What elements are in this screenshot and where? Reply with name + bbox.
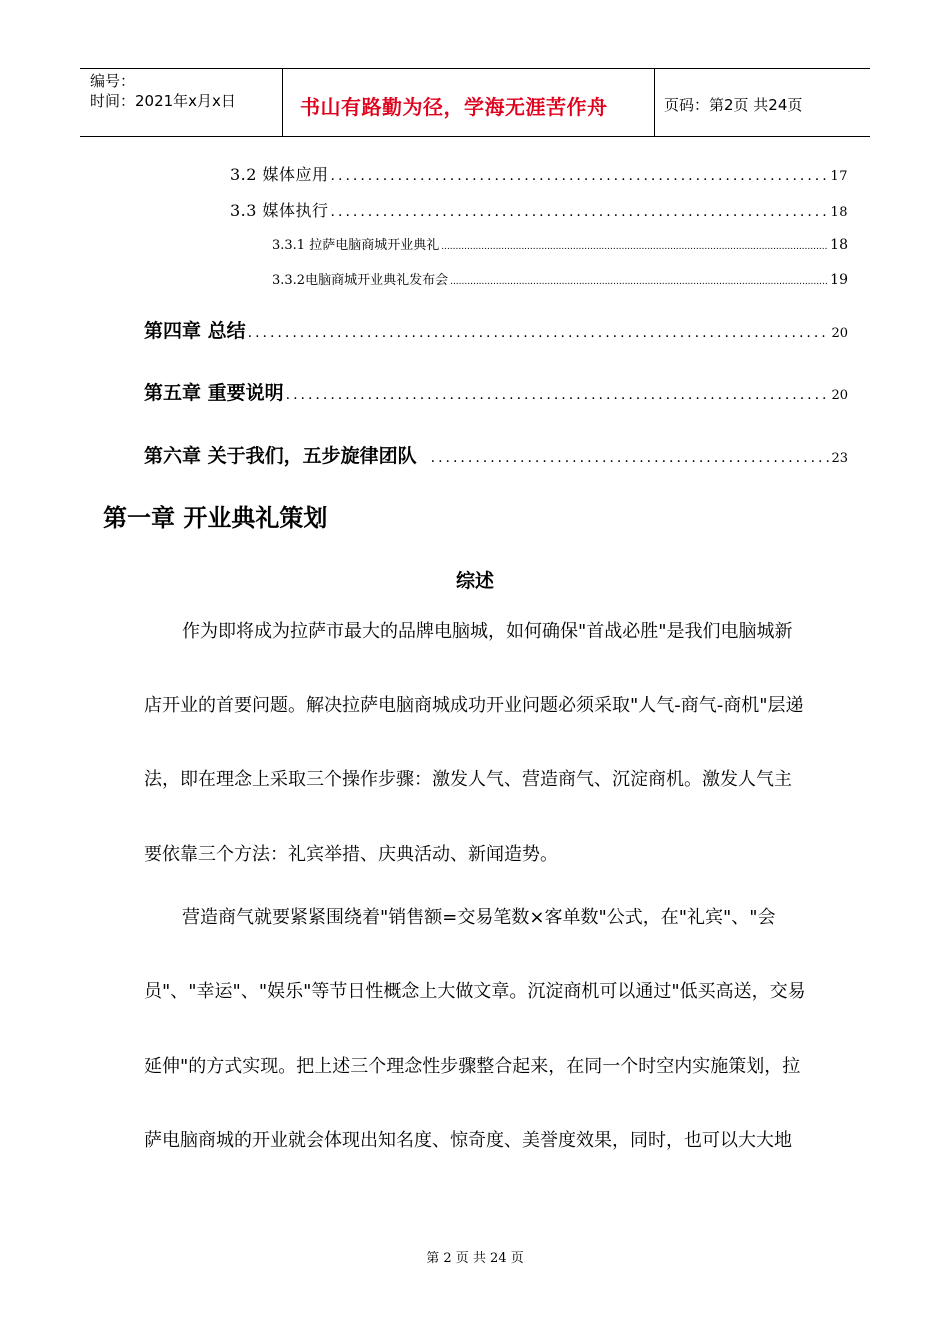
paragraph-line: 延伸"的方式实现。把上述三个理念性步骤整合起来，在同一个时空内实施策划，拉 — [144, 1056, 801, 1077]
chapter-title: 第一章 开业典礼策划 — [103, 504, 328, 532]
toc-entry-page: 17 — [830, 169, 848, 184]
toc-entry-page: 19 — [830, 272, 848, 288]
toc-dot-leader — [331, 168, 829, 184]
header-number-label: 编号： — [90, 72, 136, 90]
toc-entry[interactable] — [272, 269, 848, 288]
paragraph-line: 法，即在理念上采取三个操作步骤：激发人气、营造商气、沉淀商机。激发人气主 — [144, 769, 792, 790]
paragraph-line: 萨电脑商城的开业就会体现出知名度、惊奇度、美誉度效果，同时，也可以大大地 — [144, 1130, 792, 1151]
toc-entry-label: 3.3 媒体执行 — [230, 201, 329, 220]
toc-entry[interactable] — [144, 378, 848, 405]
toc-entry-label: 第五章 重要说明 — [144, 382, 284, 404]
toc-dot-leader — [441, 242, 828, 252]
toc-entry-label: 第四章 总结 — [144, 320, 246, 342]
toc-entry-page: 20 — [831, 388, 848, 403]
toc-entry[interactable] — [272, 234, 848, 253]
paragraph-line: 作为即将成为拉萨市最大的品牌电脑城，如何确保"首战必胜"是我们电脑城新 — [182, 621, 793, 642]
toc-entry-label: 3.2 媒体应用 — [230, 165, 329, 184]
toc-entry-label: 3.3.1 拉萨电脑商城开业典礼 — [272, 238, 440, 253]
toc-entry-label: 3.3.2电脑商城开业典礼发布会 — [272, 273, 449, 288]
toc-dot-leader — [248, 325, 830, 341]
toc-dot-leader — [431, 450, 830, 466]
toc-dot-leader — [450, 277, 828, 287]
paragraph-line: 店开业的首要问题。解决拉萨电脑商城成功开业问题必须采取"人气-商气-商机"层递 — [144, 695, 804, 716]
toc-entry-page: 18 — [830, 205, 848, 220]
header-motto: 书山有路勤为径，学海无涯苦作舟 — [300, 95, 608, 119]
paragraph-line: 营造商气就要紧紧围绕着"销售额=交易笔数×客单数"公式，在"礼宾"、"会 — [182, 907, 776, 928]
header-divider-right — [654, 68, 655, 136]
header-bottom-border — [80, 136, 870, 137]
toc-dot-leader — [331, 204, 829, 220]
toc-entry[interactable] — [230, 162, 848, 185]
header-page-info: 页码：第2页 共24页 — [664, 96, 803, 114]
header-top-border — [80, 68, 870, 69]
toc-entry-page: 18 — [830, 237, 848, 253]
paragraph-line: 员"、"幸运"、"娱乐"等节日性概念上大做文章。沉淀商机可以通过"低买高送，交易 — [144, 981, 806, 1002]
toc-dot-leader — [286, 387, 830, 403]
toc-entry-label: 第六章 关于我们，五步旋律团队 — [144, 445, 417, 467]
toc-entry-page: 23 — [831, 451, 848, 466]
toc-entry[interactable] — [144, 441, 848, 468]
toc-entry[interactable] — [230, 198, 848, 221]
header-time-label: 时间：2021年x月x日 — [90, 92, 236, 110]
paragraph-line: 要依靠三个方法：礼宾举措、庆典活动、新闻造势。 — [144, 844, 558, 865]
page-footer: 第 2 页 共 24 页 — [426, 1251, 524, 1266]
toc-entry[interactable] — [144, 316, 848, 343]
header-divider-left — [282, 68, 283, 136]
section-title: 综述 — [455, 570, 494, 592]
toc-entry-page: 20 — [831, 326, 848, 341]
